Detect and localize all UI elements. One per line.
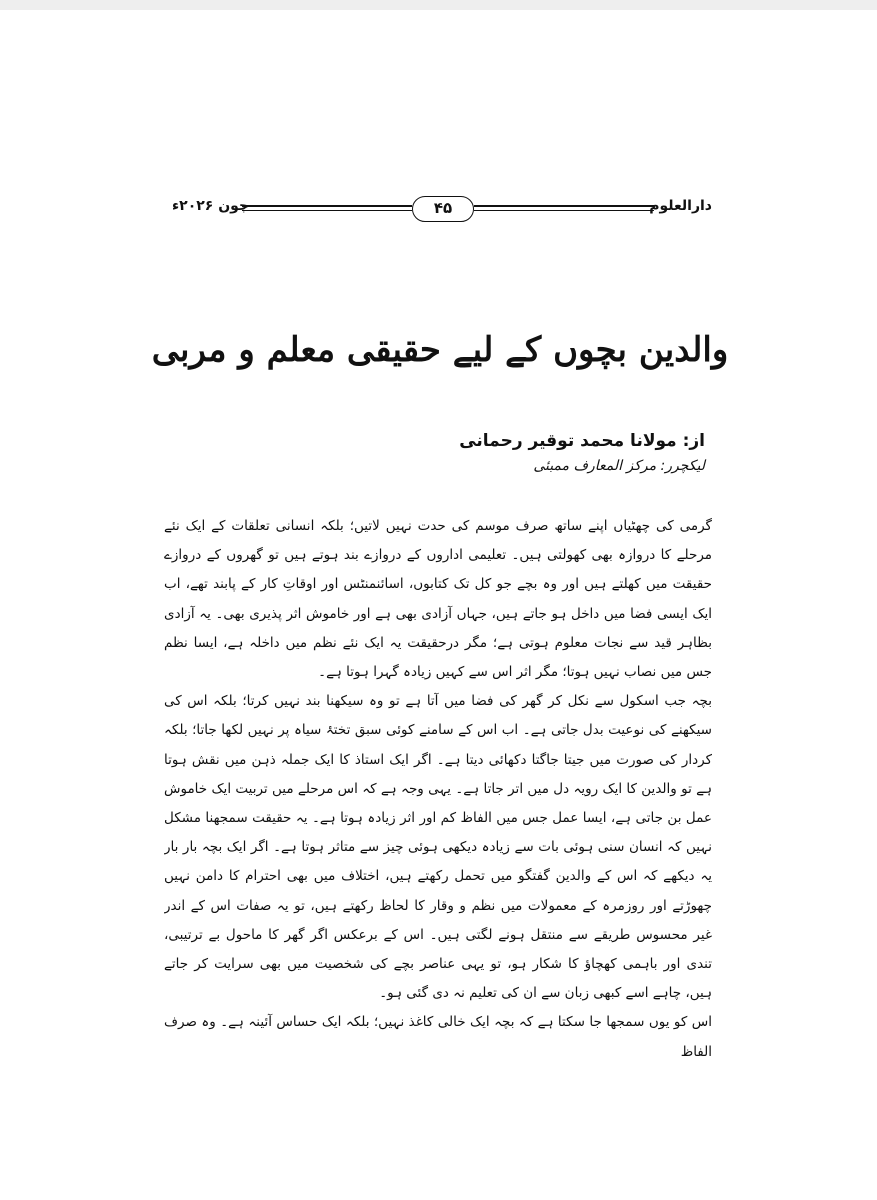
page-header bbox=[172, 196, 712, 226]
issue-date: جون ۲۰۲۶ء bbox=[172, 198, 250, 214]
header-rule-left bbox=[242, 205, 412, 211]
author-name: از: مولانا محمد توقیر رحمانی bbox=[459, 431, 705, 451]
byline bbox=[305, 428, 705, 478]
top-band bbox=[0, 0, 877, 10]
article-title: والدین بچوں کے لیے حقیقی معلم و مربی bbox=[151, 330, 729, 370]
paragraph: اس کو یوں سمجھا جا سکتا ہے کہ بچہ ایک خالی کاغذ نہیں؛ بلکہ ایک حساس آئینہ ہے۔ وہ صرف الفاظ bbox=[164, 1014, 712, 1060]
paragraph: بچہ جب اسکول سے نکل کر گھر کی فضا میں آتا ہے تو وہ سیکھنا بند نہیں کرتا؛ بلکہ اس کی سیکھنے کی نوعیت بدل جاتی ہے۔ اب اس کے سامنے کوئی سبق تختۂ سیاہ پر نہیں لکھا جاتا؛ بلکہ کردار کی صورت میں جیتا جاگتا دکھائی دیتا ہے۔ اگر ایک استاذ کا ایک جملہ ذہن میں نقش ہوتا ہے تو والدین کا ایک رویہ دل میں اتر جاتا ہے۔ یہی وجہ ہے کہ اس مرحلے میں تربیت ایک خاموش عمل بن جاتی ہے، ایسا عمل جس میں الفاظ کم اور اثر زیادہ ہوتا ہے۔ یہ حقیقت سمجھنا مشکل نہیں کہ انسان سنی ہوئی بات سے زیادہ دیکھی ہوئی چیز سے متاثر ہوتا ہے۔ اگر ایک بچہ بار بار یہ دیکھے کہ اس کے والدین گفتگو میں تحمل رکھتے ہیں، اختلاف میں بھی احترام کا دامن نہیں چھوڑتے اور روزمرہ کے معمولات میں نظم و وقار کا لحاظ رکھتے ہیں، تو یہ صفات اس کے اندر غیر محسوس طریقے سے منتقل ہونے لگتی ہیں۔ اس کے برعکس اگر گھر کا ماحول بے ترتیبی، تندی اور باہمی کھچاؤ کا شکار ہو، تو یہی عناصر بچے کی شخصیت میں بھی سرایت کر جاتے ہیں، چاہے اسے کبھی زبان سے ان کی تعلیم نہ دی گئی ہو۔ bbox=[164, 693, 712, 1002]
journal-name: دارالعلوم bbox=[649, 198, 712, 214]
page-number: ۴۵ bbox=[412, 196, 474, 222]
paragraph: گرمی کی چھٹیاں اپنے ساتھ صرف موسم کی حدت نہیں لاتیں؛ بلکہ انسانی تعلقات کے ایک نئے مرحلے کا دروازہ بھی کھولتی ہیں۔ تعلیمی اداروں کے دروازے بند ہوتے ہیں تو گھروں کے دروازے حقیقت میں کھلتے ہیں اور وہ بچے جو کل تک کتابوں، اسائنمنٹس اور اوقاتِ کار کے پابند تھے، اب ایک ایسی فضا میں داخل ہو جاتے ہیں، جہاں آزادی بھی ہے اور خاموش اثر پذیری بھی۔ یہ آزادی بظاہر قید سے نجات معلوم ہوتی ہے؛ مگر درحقیقت یہ ایک نئے نظم میں داخلہ ہے، ایسا نظم جس میں نصاب نہیں ہوتا؛ مگر اثر اس سے کہیں زیادہ گہرا ہوتا ہے۔ bbox=[164, 518, 712, 681]
author-affiliation: لیکچرر: مرکز المعارف ممبئی bbox=[533, 458, 705, 474]
header-rule-right bbox=[474, 205, 654, 211]
article-body bbox=[164, 512, 712, 1192]
